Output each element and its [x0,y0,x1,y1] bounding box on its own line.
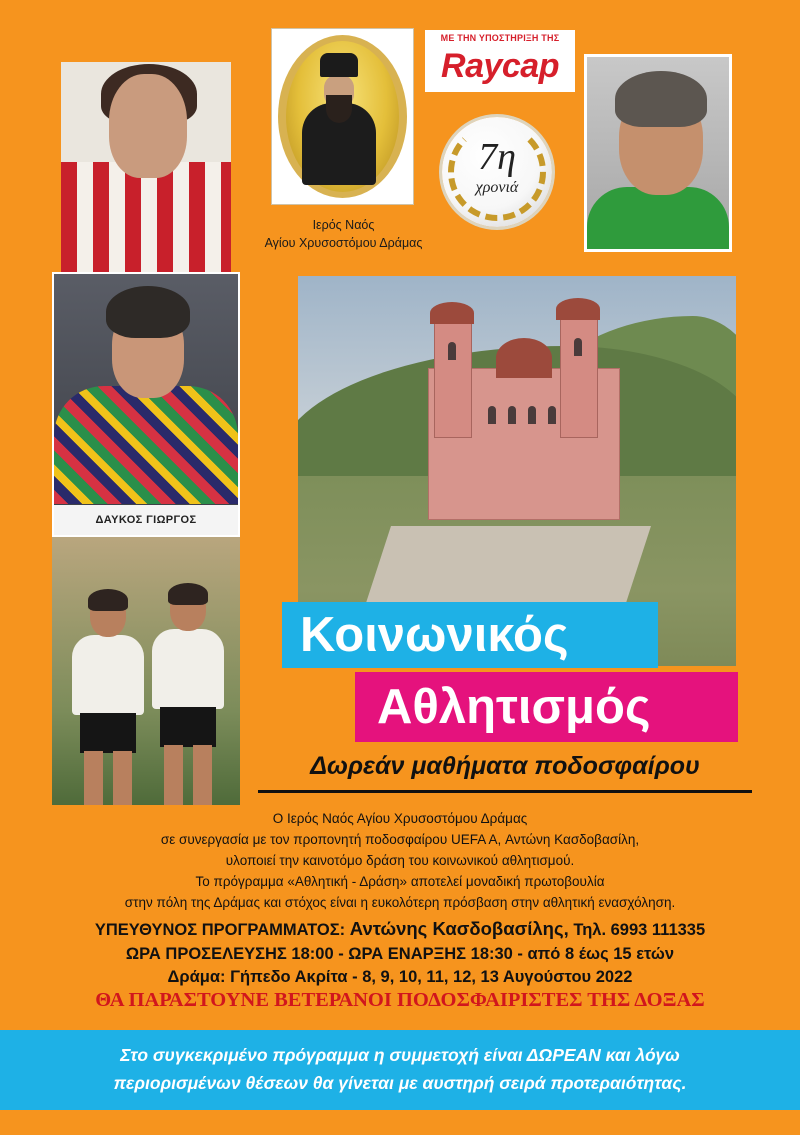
title-line2: Αθλητισμός [355,672,738,742]
subtitle [258,752,752,781]
description-line: Το πρόγραμμα «Αθλητική - Δράση» αποτελεί μοναδική πρωτοβουλία [195,874,605,889]
description-line: Ο Ιερός Ναός Αγίου Χρυσοστόμου Δράμας [272,811,528,826]
responsible-label: ΥΠΕΥΘΥΝΟΣ ΠΡΟΓΡΑΜΜΑΤΟΣ: [94,921,346,939]
veterans-announcement: ΘΑ ΠΑΡΑΣΤΟΥΝΕ ΒΕΤΕΡΑΝΟΙ ΠΟΔΟΣΦΑΙΡΙΣΤΕΣ ΤΗΣ ΔΟΞΑΣ [95,989,705,1011]
description-line: στην πόλη της Δράμας και στόχος είναι η ευκολότερη πρόσβαση στην αθλητική ενασχόληση. [124,895,676,910]
title-line1: Κοινωνικός [282,602,658,668]
footer-line2: περιορισμένων θέσεων θα γίνεται με αυστηρή σειρά προτεραιότητας. [113,1073,687,1093]
goalkeeper-name-label: ΔΑΥΚΟΣ ΓΙΩΡΓΟΣ [54,505,238,535]
anniversary-badge [442,117,552,227]
footer-line1: Στο συγκεκριμένο πρόγραμμα η συμμετοχή είναι ΔΩΡΕΑΝ και λόγω [120,1045,680,1065]
place-dates-line: Δράμα: Γήπεδο Ακρίτα - 8, 9, 10, 11, 12, 13 Αυγούστου 2022 [167,968,633,986]
sponsor-logo [425,30,575,92]
badge-word: χρονιά [475,179,519,196]
description-line: υλοποιεί την καινοτόμο δράση του κοινωνικού αθλητισμού. [225,853,575,868]
sponsor-name: Raycap [441,47,559,85]
church-caption-line2: Αγίου Χρυσοστόμου Δράμας [264,236,423,250]
subtitle-text: Δωρεάν μαθήματα ποδοσφαίρου [310,752,700,780]
times-line: ΩΡΑ ΠΡΟΣΕΛΕΥΣΗΣ 18:00 - ΩΡΑ ΕΝΑΡΞΗΣ 18:30 - από 8 έως 15 ετών [125,945,675,963]
saint-icon-image [271,28,414,205]
description-line: σε συνεργασία με τον προπονητή ποδοσφαίρου UEFA A, Αντώνη Κασδοβασίλη, [160,832,640,847]
sponsor-caption: ΜΕ ΤΗΝ ΥΠΟΣΤΗΡΙΞΗ ΤΗΣ [440,33,560,43]
goalkeeper-photo [52,272,240,537]
church-caption-line1: Ιερός Ναός [312,218,375,232]
responsible-line [0,918,800,941]
church-caption [266,216,421,252]
footer-banner [0,1030,800,1110]
responsible-name: Αντώνης Κασδοβασίλης, [349,918,569,939]
badge-number: 7η [478,136,516,178]
player-photo-red-white [61,62,231,272]
phone-number: Τηλ. 6993 111335 [573,921,706,939]
coach-photo [584,54,732,252]
two-players-photo [52,537,240,805]
